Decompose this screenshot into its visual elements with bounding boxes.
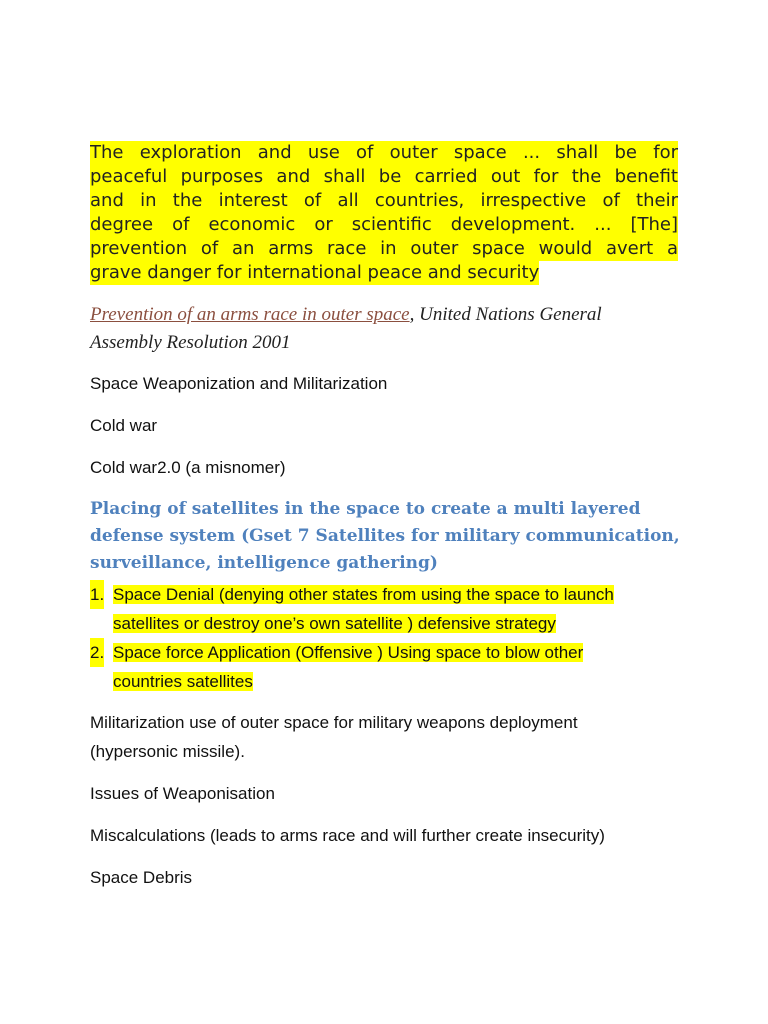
militarization-line: Militarization use of outer space for military weapons deployment — [90, 713, 578, 732]
list-item — [90, 638, 690, 696]
list-item-line: Space force Application (Offensive ) Using space to blow other — [113, 643, 584, 662]
paragraph-militarization — [90, 708, 690, 766]
list-item-line: countries satellites — [113, 672, 253, 691]
paragraph-cold-war-2: Cold war2.0 (a misnomer) — [90, 458, 286, 477]
citation — [90, 301, 690, 357]
citation-source-line2: Assembly Resolution 2001 — [90, 332, 291, 353]
quote-line: The exploration and use of outer space ... shall be for — [90, 142, 678, 163]
heading-line: Placing of satellites in the space to create a multi layered — [90, 499, 641, 519]
citation-link[interactable]: Prevention of an arms race in outer space — [90, 304, 410, 325]
list-item-text — [113, 643, 583, 691]
list-item-text — [113, 585, 614, 633]
highlighted-quote — [90, 141, 678, 292]
list-item-line: satellites or destroy one’s own satellite ) defensive strategy — [113, 614, 556, 633]
quote-line: peaceful purposes and shall be carried out for the benefit — [90, 166, 678, 187]
list-item-number: 1. — [90, 580, 104, 609]
quote-line: prevention of an arms race in outer space would avert a — [90, 238, 678, 259]
paragraph-space-weaponization: Space Weaponization and Militarization — [90, 374, 388, 393]
section-heading — [90, 496, 690, 577]
quote-line: degree of economic or scientific development. ... [The] — [90, 214, 678, 235]
paragraph-space-debris: Space Debris — [90, 868, 193, 887]
list-item — [90, 580, 690, 638]
paragraph-cold-war: Cold war — [90, 416, 158, 435]
list-item-line: Space Denial (denying other states from using the space to launch — [113, 585, 614, 604]
heading-line: defense system (Gset 7 Satellites for military communication, — [90, 526, 680, 546]
paragraph-miscalculations: Miscalculations (leads to arms race and will further create insecurity) — [90, 826, 605, 845]
paragraph-issues-of-weaponisation: Issues of Weaponisation — [90, 784, 275, 803]
list-item-number: 2. — [90, 638, 104, 667]
numbered-list — [90, 580, 690, 696]
heading-line: surveillance, intelligence gathering) — [90, 553, 438, 573]
citation-source: , United Nations General — [409, 304, 602, 325]
quote-line: grave danger for international peace and security — [90, 262, 540, 283]
militarization-line: (hypersonic missile). — [90, 742, 245, 761]
quote-line: and in the interest of all countries, irrespective of their — [90, 190, 678, 211]
